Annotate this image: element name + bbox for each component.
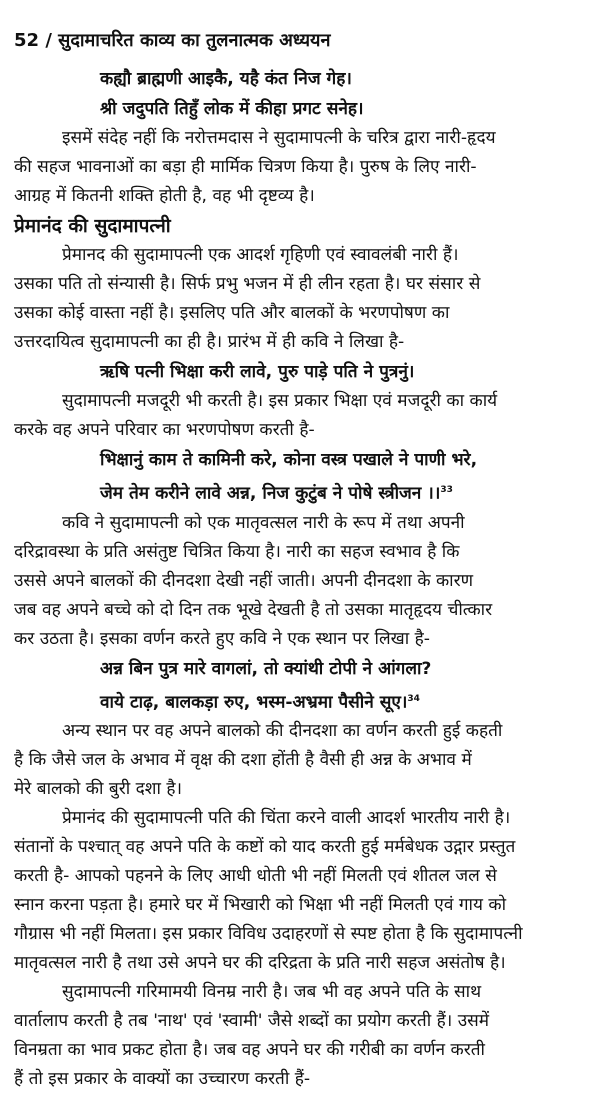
text-line: स्नान करना पड़ता है। हमारे घर में भिखारी को भिक्षा भी नहीं मिलती एवं गाय को: [14, 895, 507, 916]
verse-line: कह्यौ ब्राह्मणी आइकै, यहै कंत निज गेह।: [100, 69, 352, 89]
text-line: अन्य स्थान पर वह अपने बालको की दीनदशा का वर्णन करती हुई कहती: [62, 721, 503, 742]
text-line: है कि जैसे जल के अभाव में वृक्ष की दशा होंती है वैसी ही अन्न के अभाव में: [14, 750, 472, 771]
verse-block-4: [14, 654, 588, 718]
text-line: संतानों के पश्चात् वह अपने पति के कष्टों को याद करती हुई मर्मबेधक उद्गार प्रस्तुत: [14, 837, 516, 858]
verse-line: अन्न बिन पुत्र मारे वागलां, तो क्यांथी टोपी ने आंगला?: [100, 658, 432, 679]
text-line: सुदामापत्नी गरिमामयी विनम्र नारी है। जब भी वह अपने पति के साथ: [62, 982, 482, 1003]
verse-block-1: [14, 64, 588, 124]
paragraph-3: [14, 387, 588, 445]
text-line: उसका कोई वास्ता नहीं है। इसलिए पति और बालकों के भरणपोषण का: [14, 303, 450, 323]
text-line: कर उठता है। इसका वर्णन करते हुए कवि ने एक स्थान पर लिखा है-: [14, 628, 430, 649]
text-line: कवि ने सुदामापत्नी को एक मातृवत्सल नारी के रूप में तथा अपनी: [62, 512, 465, 533]
verse-line-text: वाये टाढ़, बालकड़ा रुए, भस्म-अभ्रमा पैसीने सूए।: [100, 692, 408, 713]
paragraph-2: [14, 241, 588, 357]
text-line: प्रेमानंद की सुदामापत्नी पति की चिंता करने वाली आदर्श भारतीय नारी है।: [62, 808, 511, 829]
text-line: करती है- आपको पहनने के लिए आधी धोती भी नहीं मिलती एवं शीतल जल से: [14, 866, 497, 887]
text-line: सुदामापत्नी मजदूरी भी करती है। इस प्रकार भिक्षा एवं मजदूरी का कार्य: [62, 391, 498, 411]
footnote-ref: 34: [407, 693, 420, 704]
text-line: आग्रह में कितनी शक्ति होती है, वह भी दृष्टव्य है।: [14, 186, 315, 206]
paragraph-4: [14, 509, 588, 654]
text-line: करके वह अपने परिवार का भरणपोषण करती है-: [14, 420, 315, 440]
verse-line: [100, 475, 588, 509]
text-line: विनम्रता का भाव प्रकट होता है। जब वह अपने घर की गरीबी का वर्णन करती: [14, 1040, 486, 1061]
text-line: की सहज भावनाओं का बड़ा ही मार्मिक चित्रण किया है। पुरुष के लिए नारी-: [14, 157, 477, 177]
verse-line: भिक्षानुं काम ते कामिनी करे, कोना वस्त्र पखाले ने पाणी भरे,: [100, 450, 478, 470]
paragraph-5: [14, 717, 588, 804]
text-line: जब वह अपने बच्चे को दो दिन तक भूखे देखती है तो उसका मातृहृदय चीत्कार: [14, 599, 493, 620]
section-heading: प्रेमानंद की सुदामापत्नी: [14, 215, 171, 237]
text-line: उत्तरदायित्व सुदामापत्नी का ही है। प्रारंभ में ही कवि ने लिखा है-: [14, 332, 405, 352]
text-line: इसमें संदेह नहीं कि नरोत्तमदास ने सुदामापत्नी के चरित्र द्वारा नारी-हृदय: [62, 128, 496, 148]
footnote-ref: 33: [440, 485, 453, 495]
verse-line: ऋषि पत्नी भिक्षा करी लावे, पुरु पाड़े पति ने पुत्रनुं।: [100, 362, 415, 382]
text-line: उससे अपने बालकों की दीनदशा देखी नहीं जाती। अपनी दीनदशा के कारण: [14, 570, 474, 591]
text-line: मेरे बालको की बुरी दशा है।: [14, 779, 183, 800]
text-line: उसका पति तो संन्यासी है। सिर्फ प्रभु भजन में ही लीन रहता है। घर संसार से: [14, 274, 481, 294]
text-line: दरिद्रावस्था के प्रति असंतुष्ट चित्रित किया है। नारी का सहज स्वभाव है कि: [14, 541, 460, 562]
text-line: मातृवत्सल नारी है तथा उसे अपने घर की दरिद्रता के प्रति नारी सहज असंतोष है।: [14, 953, 506, 974]
verse-block-2: [14, 357, 588, 387]
paragraph-7: [14, 978, 588, 1094]
verse-block-3: [14, 445, 588, 509]
text-line: हैं तो इस प्रकार के वाक्यों का उच्चारण करती हैं-: [14, 1069, 311, 1090]
verse-line: [100, 684, 588, 718]
text-line: गौग्रास भी नहीं मिलता। इस प्रकार विविध उदाहरणों से स्पष्ट होता है कि सुदामापत्नी: [14, 924, 523, 945]
verse-line-text: जेम तेम करीने लावे अन्न, निज कुटुंब ने पोषे स्त्रीजन ।।: [100, 483, 441, 504]
page-header: 52 / सुदामाचरित काव्य का तुलनात्मक अध्ययन: [14, 30, 331, 51]
verse-line: श्री जदुपति तिहुँ लोक में कीहा प्रगट सनेह।: [100, 99, 364, 119]
paragraph-1: [14, 124, 588, 211]
text-line: प्रेमानद की सुदामापत्नी एक आदर्श गृहिणी एवं स्वावलंबी नारी हैं।: [62, 245, 459, 265]
paragraph-6: [14, 804, 588, 978]
text-line: वार्तालाप करती है तब 'नाथ' एवं 'स्वामी' जैसे शब्दों का प्रयोग करती हैं। उसमें: [14, 1011, 490, 1032]
